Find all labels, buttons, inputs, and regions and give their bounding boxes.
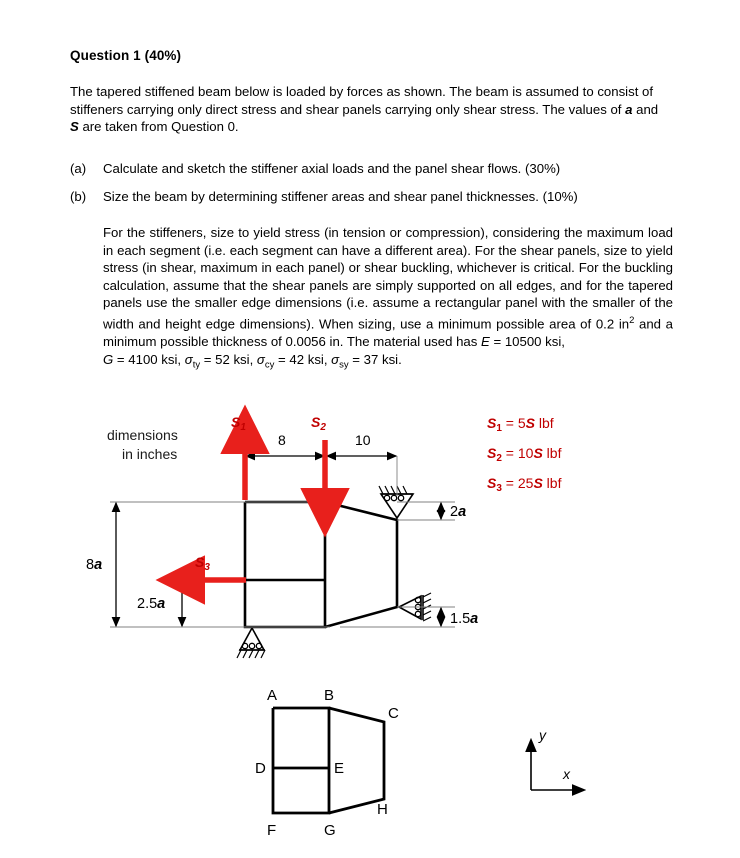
- item-a-text: Calculate and sketch the stiffener axial loads and the panel shear flows. (30%): [103, 161, 561, 176]
- coordinate-axes: [531, 727, 583, 790]
- dimension-label-2-5a: 2.5a: [137, 596, 166, 612]
- node-label-D: D: [255, 760, 266, 777]
- dimension-horizontal-8: [246, 432, 324, 456]
- dimension-label-1-5a: 1.5a: [450, 611, 479, 627]
- dimension-horizontal-10: [327, 432, 396, 456]
- page-title: Question 1 (40%): [70, 48, 182, 63]
- load-arrow-s1: [231, 414, 246, 500]
- node-diagram: [255, 687, 399, 839]
- min-area-unit: in: [618, 316, 630, 332]
- node-label-B: B: [324, 687, 335, 704]
- load-label-s3: $S_3$: [195, 554, 210, 573]
- legend-item-s1: $S_1 = 5S$ lbf: [487, 415, 554, 434]
- beam-outline: [245, 502, 397, 627]
- min-area-value: 0.2: [595, 316, 615, 332]
- load-label-s2: $S_2$: [311, 414, 326, 433]
- min-thickness-unit: in: [329, 333, 340, 349]
- dimension-label-8: 8: [278, 432, 286, 448]
- x-axis-label: x: [563, 766, 570, 782]
- item-b-label: (b): [70, 189, 87, 204]
- node-label-A: A: [267, 687, 278, 704]
- support-bottom-left-roller: [237, 628, 265, 658]
- units-note-line1: dimensions: [107, 427, 178, 443]
- item-b-text: Size the beam by determining stiffener areas and shear panel thicknesses. (10%): [103, 189, 578, 204]
- node-label-G: G: [324, 822, 336, 839]
- sigma-ty-subscript: ty: [192, 359, 201, 371]
- dimension-vertical-8a: [86, 503, 116, 626]
- node-label-F: F: [267, 822, 277, 839]
- sigma-cy-subscript: cy: [264, 359, 275, 371]
- youngs-modulus-symbol: E: [481, 333, 490, 349]
- legend-item-s2: $S_2 = 10S$ lbf: [487, 445, 562, 464]
- legend-item-s3: $S_3 = 25S$ lbf: [487, 475, 562, 494]
- sizing-detail-paragraph: For the stiffeners, size to yield stress (in tension or compression), considering the maximum load in each segment (i.e. each segment can have a different area). For the shear panels, size to yield stress (in shear, maximum in each panel) or shear buckling, whichever is critical. For the buckling calculation, assume that the shear panels are simply supported on all edges, and for the tapered panels use the smaller edge dimensions (i.e. assume a rectangular panel with the smaller of the width and height edge dimensions). When sizing, use a minimum possible area of 0.2 $in^2$ and a minimum possible thickness of 0.0056 in. The material used has E = 10500 ksi, G = 4100 ksi, $\sigma_{ty} = 52$ ksi, $\sigma_{cy} = 42$ ksi, $\sigma_{sy} = 37$ ksi.: [103, 225, 673, 371]
- units-note-line2: in inches: [122, 446, 178, 462]
- dimension-label-8a: 8a: [86, 557, 103, 573]
- youngs-modulus-value: 10500 ksi: [504, 333, 562, 349]
- beam-left-rectangle: [245, 502, 325, 627]
- sigma-sy-subscript: sy: [339, 359, 349, 371]
- sigma-sy-value: 37 ksi: [363, 351, 399, 367]
- item-a-label: (a): [70, 161, 87, 176]
- dimension-label-2a: 2a: [450, 504, 467, 520]
- beam-tapered-section: [325, 502, 397, 627]
- dimension-right-2a: [441, 503, 466, 520]
- load-label-s1: $S_1$: [231, 414, 246, 433]
- node-label-C: C: [388, 705, 399, 722]
- dimension-label-10: 10: [355, 432, 371, 448]
- load-arrow-s3: [194, 554, 246, 580]
- load-legend: [487, 415, 562, 494]
- shear-modulus-value: 4100 ksi: [128, 351, 178, 367]
- sigma-cy-value: 42 ksi: [289, 351, 324, 367]
- node-diagram-rectangle: [273, 708, 329, 813]
- intro-paragraph: The tapered stiffened beam below is loaded by forces as shown. The beam is assumed to consist of stiffeners carrying only direct stress and shear panels carrying only shear stress. The values of a and S are taken from Question 0.: [70, 84, 659, 134]
- beam-figure: [0, 400, 740, 858]
- min-area-exponent: 2: [629, 314, 635, 326]
- dimension-vertical-2-5a: [137, 580, 192, 626]
- question-item-a: [70, 160, 680, 178]
- node-label-E: E: [334, 760, 345, 777]
- y-axis-label: y: [539, 727, 546, 743]
- node-label-H: H: [377, 801, 388, 818]
- dimension-right-1-5a: [441, 608, 478, 627]
- question-item-b: [70, 188, 680, 206]
- shear-modulus-symbol: G: [103, 351, 114, 367]
- sigma-ty-value: 52 ksi: [215, 351, 250, 367]
- min-thickness-value: 0.0056: [285, 333, 326, 349]
